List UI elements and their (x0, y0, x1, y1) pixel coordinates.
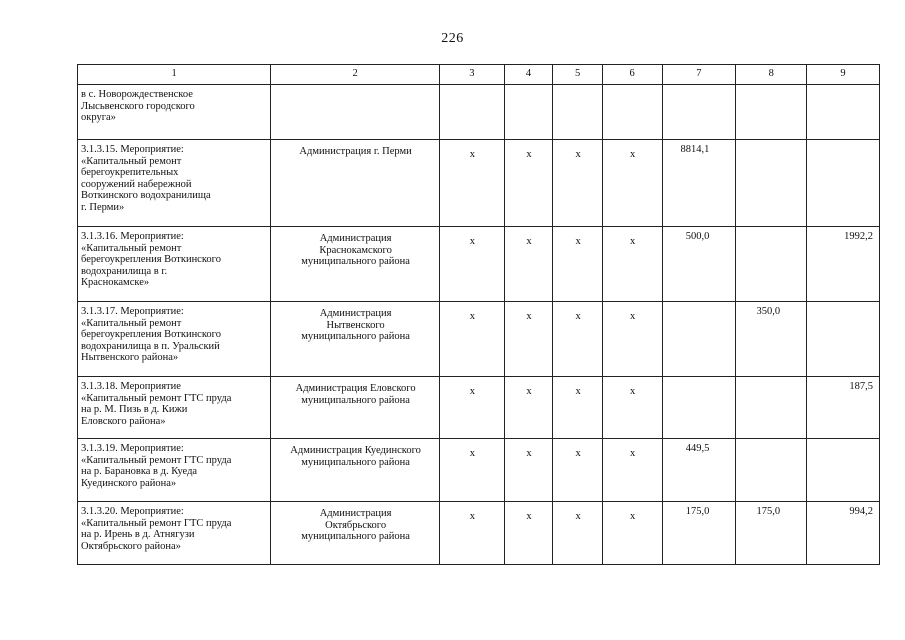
measure-name-cell: 3.1.3.15. Мероприятие: «Капитальный ремонт берегоукрепительных сооружений набережной Воткинского водохранилища г. Перми» (78, 140, 271, 227)
value-cell: х (602, 227, 662, 302)
value-cell: х (504, 302, 553, 377)
table-row (78, 85, 880, 140)
value-cell: х (440, 502, 505, 565)
value-cell: х (553, 302, 603, 377)
value-cell: х (553, 502, 603, 565)
header-cell: 3 (440, 65, 505, 85)
amount-cell (662, 302, 736, 377)
measure-name-cell: 3.1.3.20. Мероприятие: «Капитальный ремонт ГТС пруда на р. Ирень в д. Атнягузи Октябрьского района» (78, 502, 271, 565)
header-cell: 6 (602, 65, 662, 85)
value-cell: х (440, 439, 505, 502)
value-cell: х (504, 140, 553, 227)
program-table (77, 64, 880, 565)
administration-cell: Администрация Куединского муниципального района (271, 439, 440, 502)
header-cell: 9 (807, 65, 880, 85)
header-cell: 8 (736, 65, 807, 85)
amount-cell: 350,0 (736, 302, 807, 377)
amount-cell: 500,0 (662, 227, 736, 302)
amount-cell (807, 140, 880, 227)
value-cell: х (504, 439, 553, 502)
table-row (78, 439, 880, 502)
amount-cell: 8814,1 (662, 140, 736, 227)
value-cell (440, 85, 505, 140)
value-cell: х (553, 140, 603, 227)
value-cell (602, 85, 662, 140)
amount-cell (807, 85, 880, 140)
value-cell: х (504, 502, 553, 565)
amount-cell (807, 439, 880, 502)
amount-cell: 449,5 (662, 439, 736, 502)
value-cell: х (440, 227, 505, 302)
table-row (78, 302, 880, 377)
value-cell: х (504, 227, 553, 302)
amount-cell (736, 85, 807, 140)
administration-cell: Администрация Нытвенского муниципального района (271, 302, 440, 377)
value-cell (504, 85, 553, 140)
administration-cell: Администрация Краснокамского муниципального района (271, 227, 440, 302)
table-row (78, 140, 880, 227)
amount-cell: 1992,2 (807, 227, 880, 302)
value-cell: х (602, 140, 662, 227)
table-row (78, 502, 880, 565)
measure-name-cell: 3.1.3.16. Мероприятие: «Капитальный ремонт берегоукрепления Воткинского водохранилища в г. Краснокамске» (78, 227, 271, 302)
administration-cell: Администрация Октябрьского муниципального района (271, 502, 440, 565)
measure-name-cell: в с. Новорождественское Лысьвенского городского округа» (78, 85, 271, 140)
amount-cell: 175,0 (662, 502, 736, 565)
header-cell: 1 (78, 65, 271, 85)
value-cell: х (602, 439, 662, 502)
value-cell (553, 85, 603, 140)
value-cell: х (602, 377, 662, 439)
table-row (78, 227, 880, 302)
value-cell: х (440, 302, 505, 377)
amount-cell (662, 377, 736, 439)
value-cell: х (602, 302, 662, 377)
value-cell: х (553, 439, 603, 502)
value-cell: х (602, 502, 662, 565)
measure-name-cell: 3.1.3.17. Мероприятие: «Капитальный ремонт берегоукрепления Воткинского водохранилища в п. Уральский Нытвенского района» (78, 302, 271, 377)
amount-cell: 994,2 (807, 502, 880, 565)
amount-cell (662, 85, 736, 140)
header-row (78, 65, 880, 85)
amount-cell (736, 227, 807, 302)
value-cell: х (440, 140, 505, 227)
value-cell: х (440, 377, 505, 439)
administration-cell (271, 85, 440, 140)
page-number: 226 (441, 31, 464, 46)
administration-cell: Администрация г. Перми (271, 140, 440, 227)
amount-cell (807, 302, 880, 377)
header-cell: 5 (553, 65, 603, 85)
header-cell: 7 (662, 65, 736, 85)
header-cell: 4 (504, 65, 553, 85)
amount-cell (736, 439, 807, 502)
value-cell: х (553, 227, 603, 302)
measure-name-cell: 3.1.3.19. Мероприятие: «Капитальный ремонт ГТС пруда на р. Барановка в д. Куеда Куединского района» (78, 439, 271, 502)
amount-cell: 187,5 (807, 377, 880, 439)
amount-cell (736, 140, 807, 227)
measure-name-cell: 3.1.3.18. Мероприятие «Капитальный ремонт ГТС пруда на р. М. Пизь в д. Кижи Еловского района» (78, 377, 271, 439)
amount-cell: 175,0 (736, 502, 807, 565)
table-row (78, 377, 880, 439)
administration-cell: Администрация Еловского муниципального района (271, 377, 440, 439)
header-cell: 2 (271, 65, 440, 85)
value-cell: х (553, 377, 603, 439)
value-cell: х (504, 377, 553, 439)
amount-cell (736, 377, 807, 439)
